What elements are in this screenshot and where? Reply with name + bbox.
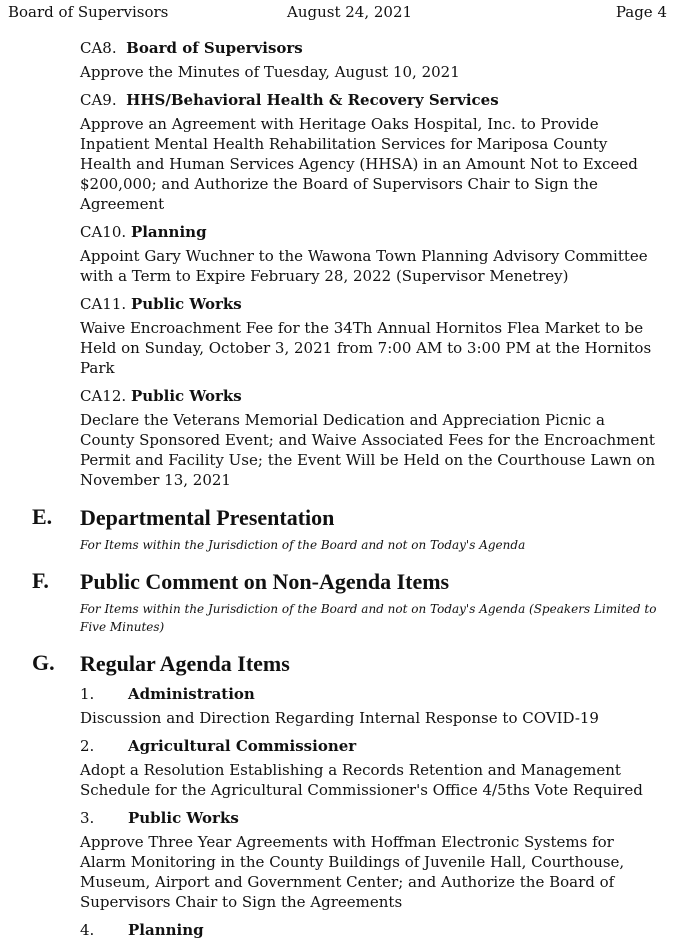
item-code: CA11. bbox=[80, 295, 127, 313]
item-department: Planning bbox=[130, 223, 207, 241]
section-letter: F. bbox=[32, 568, 49, 593]
item-department: Public Works bbox=[130, 295, 242, 313]
regular-item-4 bbox=[80, 920, 660, 940]
section-e bbox=[0, 504, 680, 554]
item-code: CA9. bbox=[80, 91, 117, 109]
item-description: Waive Encroachment Fee for the 34Th Annual Hornitos Flea Market to be Held on Sunday, October 3, 2021 from 7:00 AM to 3:00 PM at the Hornitos Park bbox=[80, 319, 652, 377]
section-f bbox=[0, 568, 680, 636]
consent-item-ca8 bbox=[80, 38, 660, 82]
item-department: Public Works bbox=[130, 387, 242, 405]
item-description: Approve Three Year Agreements with Hoffman Electronic Systems for Alarm Monitoring in the County Buildings of Juvenile Hall, Courthouse, Museum, Airport and Government Center; and Authorize the Board of Supervisors Chair to Sign the Agreements bbox=[80, 833, 625, 911]
regular-item-1 bbox=[80, 684, 660, 728]
section-g bbox=[0, 650, 680, 678]
consent-item-ca12 bbox=[80, 386, 660, 490]
header-board-name: Board of Supervisors bbox=[8, 3, 169, 21]
item-department: Board of Supervisors bbox=[126, 39, 303, 57]
consent-item-ca11 bbox=[80, 294, 660, 378]
section-letter: E. bbox=[32, 504, 53, 529]
item-code: CA10. bbox=[80, 223, 127, 241]
item-department: Administration bbox=[128, 685, 255, 703]
item-description: Appoint Gary Wuchner to the Wawona Town Planning Advisory Committee with a Term to Expire February 28, 2022 (Supervisor Menetrey) bbox=[80, 247, 648, 285]
agenda-content bbox=[0, 38, 680, 944]
item-description: Discussion and Direction Regarding Internal Response to COVID-19 bbox=[80, 709, 599, 727]
item-department: Agricultural Commissioner bbox=[128, 737, 357, 755]
page-header bbox=[0, 3, 680, 23]
consent-item-ca10 bbox=[80, 222, 660, 286]
item-department: Planning bbox=[128, 921, 204, 939]
consent-item-ca9 bbox=[80, 90, 660, 214]
item-number: 1. bbox=[80, 685, 95, 703]
header-date: August 24, 2021 bbox=[287, 3, 413, 21]
section-letter: G. bbox=[32, 650, 55, 675]
item-description: Approve the Minutes of Tuesday, August 10, 2021 bbox=[80, 63, 460, 81]
header-page-number: Page 4 bbox=[615, 3, 667, 21]
item-description: Declare the Veterans Memorial Dedication and Appreciation Picnic a County Sponsored Event; and Waive Associated Fees for the Encroachment Permit and Facility Use; the Event Will be Held on the Courthouse Lawn on November 13, 2021 bbox=[80, 411, 656, 489]
section-note: For Items within the Jurisdiction of the Board and not on Today's Agenda bbox=[80, 538, 526, 552]
section-note: For Items within the Jurisdiction of the Board and not on Today's Agenda (Speakers Limited to Five Minutes) bbox=[80, 602, 657, 634]
item-department: Public Works bbox=[128, 809, 239, 827]
section-title: Regular Agenda Items bbox=[80, 651, 290, 676]
section-title: Departmental Presentation bbox=[80, 505, 335, 530]
item-department: HHS/Behavioral Health & Recovery Services bbox=[126, 91, 499, 109]
section-title: Public Comment on Non-Agenda Items bbox=[80, 569, 450, 594]
item-number: 4. bbox=[80, 921, 95, 939]
item-number: 3. bbox=[80, 809, 95, 827]
item-code: CA12. bbox=[80, 387, 127, 405]
item-description: Adopt a Resolution Establishing a Records Retention and Management Schedule for the Agricultural Commissioner's Office 4/5ths Vote Required bbox=[80, 761, 643, 799]
item-description: Approve an Agreement with Heritage Oaks Hospital, Inc. to Provide Inpatient Mental Health Rehabilitation Services for Mariposa County Health and Human Services Agency (HHSA) in an Amount Not to Exceed $200,000; and Authorize the Board of Supervisors Chair to Sign the Agreement bbox=[80, 115, 638, 213]
regular-item-2 bbox=[80, 736, 660, 800]
regular-item-3 bbox=[80, 808, 660, 912]
item-number: 2. bbox=[80, 737, 95, 755]
item-code: CA8. bbox=[80, 39, 117, 57]
